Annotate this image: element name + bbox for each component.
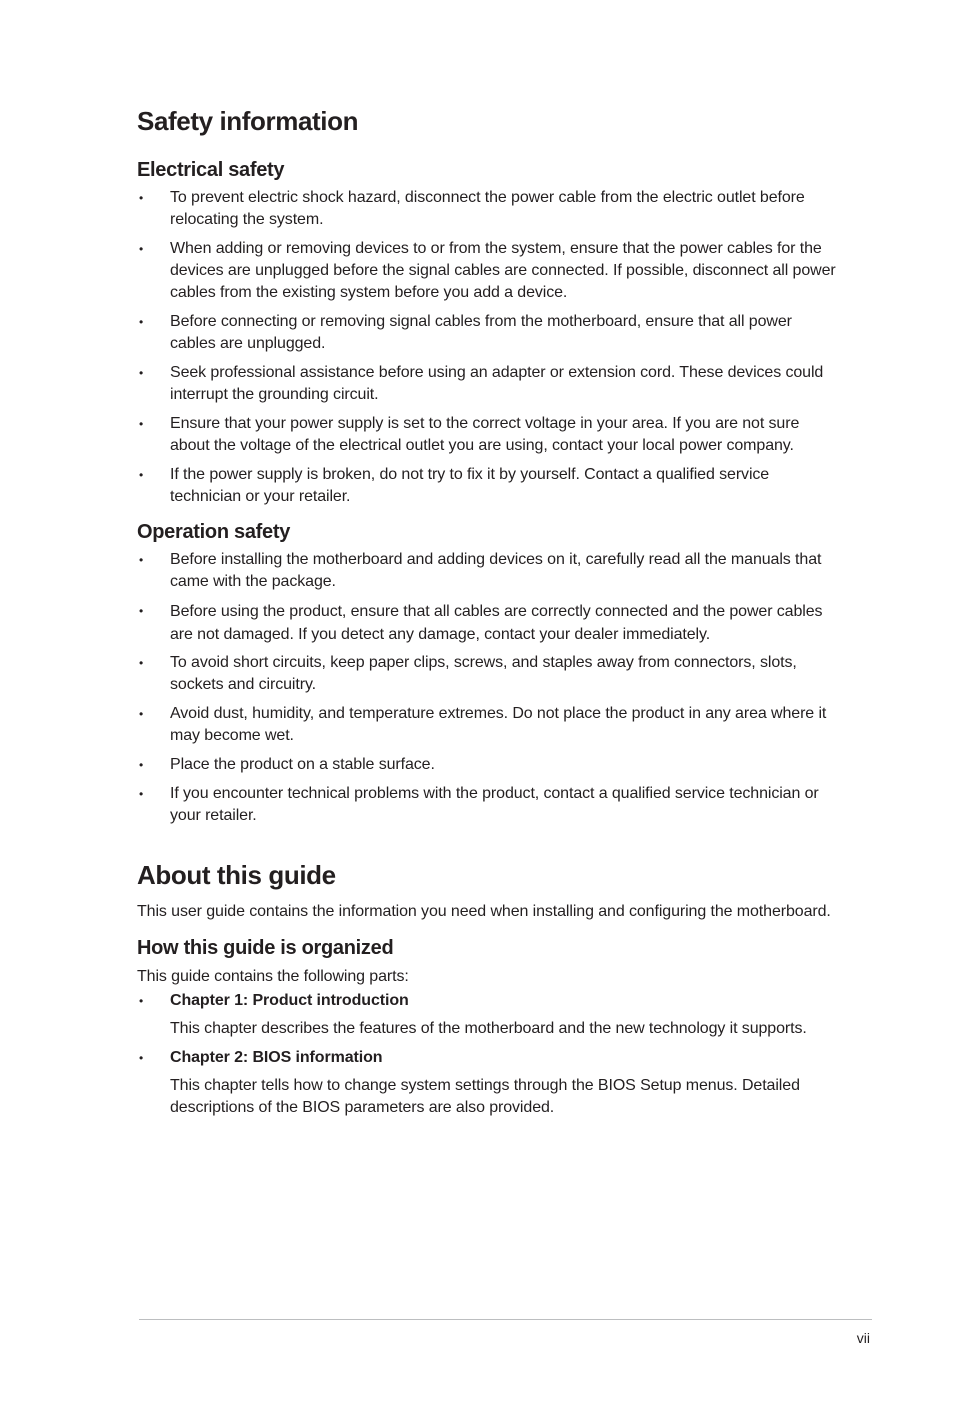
guide-organization-heading: How this guide is organized [137, 937, 394, 959]
page-content [137, 100, 837, 1126]
list-item [137, 652, 837, 696]
list-item [137, 783, 837, 827]
chapter-description: This chapter tells how to change system settings through the BIOS Setup menus. Detailed descriptions of the BIOS parameters are also provided. [170, 1077, 800, 1116]
about-guide-intro: This user guide contains the information you need when installing and configuring the motherboard. [137, 903, 831, 920]
chapter-title: Chapter 1: Product introduction [170, 992, 409, 1009]
list-item [137, 187, 837, 231]
list-item [137, 464, 837, 508]
bullet-icon: • [139, 242, 144, 256]
list-item [137, 413, 837, 457]
list-item [137, 311, 837, 355]
bullet-icon: • [139, 656, 144, 670]
chapter-list [137, 990, 837, 1119]
list-item-text: Before installing the motherboard and adding devices on it, carefully read all the manuals that came with the package. [170, 551, 822, 590]
page-number: vii [856, 1330, 870, 1346]
list-item [137, 990, 837, 1040]
list-item [137, 754, 837, 776]
bullet-icon: • [139, 707, 144, 721]
chapter-title: Chapter 2: BIOS information [170, 1049, 383, 1066]
list-item-text: To avoid short circuits, keep paper clips, screws, and staples away from connectors, slots, sockets and circuitry. [170, 654, 797, 693]
bullet-icon: • [139, 758, 144, 772]
footer-divider [139, 1319, 872, 1320]
list-item-text: When adding or removing devices to or from the system, ensure that the power cables for the devices are unplugged before the signal cables are connected. If possible, disconnect all power cables from the existing system before you add a device. [170, 240, 836, 301]
about-guide-title: About this guide [137, 860, 336, 890]
chapter-description: This chapter describes the features of the motherboard and the new technology it supports. [170, 1020, 807, 1037]
operation-safety-list [137, 549, 837, 827]
list-item [137, 703, 837, 747]
list-item-text: Before connecting or removing signal cables from the motherboard, ensure that all power cables are unplugged. [170, 313, 792, 352]
bullet-icon: • [139, 315, 144, 329]
list-item-text: If the power supply is broken, do not try to fix it by yourself. Contact a qualified service technician or your retailer. [170, 466, 770, 505]
bullet-icon: • [139, 787, 144, 801]
list-item-text: If you encounter technical problems with the product, contact a qualified service technician or your retailer. [170, 785, 819, 824]
list-item-text: Ensure that your power supply is set to the correct voltage in your area. If you are not sure about the voltage of the electrical outlet you are using, contact your local power company. [170, 415, 800, 454]
list-item [137, 1047, 837, 1119]
bullet-icon: • [139, 366, 144, 380]
bullet-icon: • [139, 191, 144, 205]
list-item [137, 549, 837, 593]
safety-information-title: Safety information [137, 106, 359, 136]
list-item [137, 600, 837, 646]
electrical-safety-list [137, 187, 837, 508]
list-item-text: To prevent electric shock hazard, disconnect the power cable from the electric outlet before relocating the system. [170, 189, 805, 228]
bullet-icon: • [139, 553, 144, 567]
list-item-text: Before using the product, ensure that all cables are correctly connected and the power cables are not damaged. If you detect any damage, contact your dealer immediately. [170, 603, 823, 643]
list-item [137, 238, 837, 304]
list-item [137, 362, 837, 406]
operation-safety-heading: Operation safety [137, 521, 291, 543]
guide-parts-intro: This guide contains the following parts: [137, 968, 409, 985]
list-item-text: Seek professional assistance before using an adapter or extension cord. These devices could interrupt the grounding circuit. [170, 364, 824, 403]
bullet-icon: • [139, 994, 144, 1008]
list-item-text: Avoid dust, humidity, and temperature extremes. Do not place the product in any area where it may become wet. [170, 705, 827, 744]
list-item-text: Place the product on a stable surface. [170, 756, 435, 773]
bullet-icon: • [139, 468, 144, 482]
bullet-icon: • [139, 1051, 144, 1065]
bullet-icon: • [139, 417, 144, 431]
bullet-icon: • [139, 604, 144, 618]
electrical-safety-heading: Electrical safety [137, 159, 285, 181]
